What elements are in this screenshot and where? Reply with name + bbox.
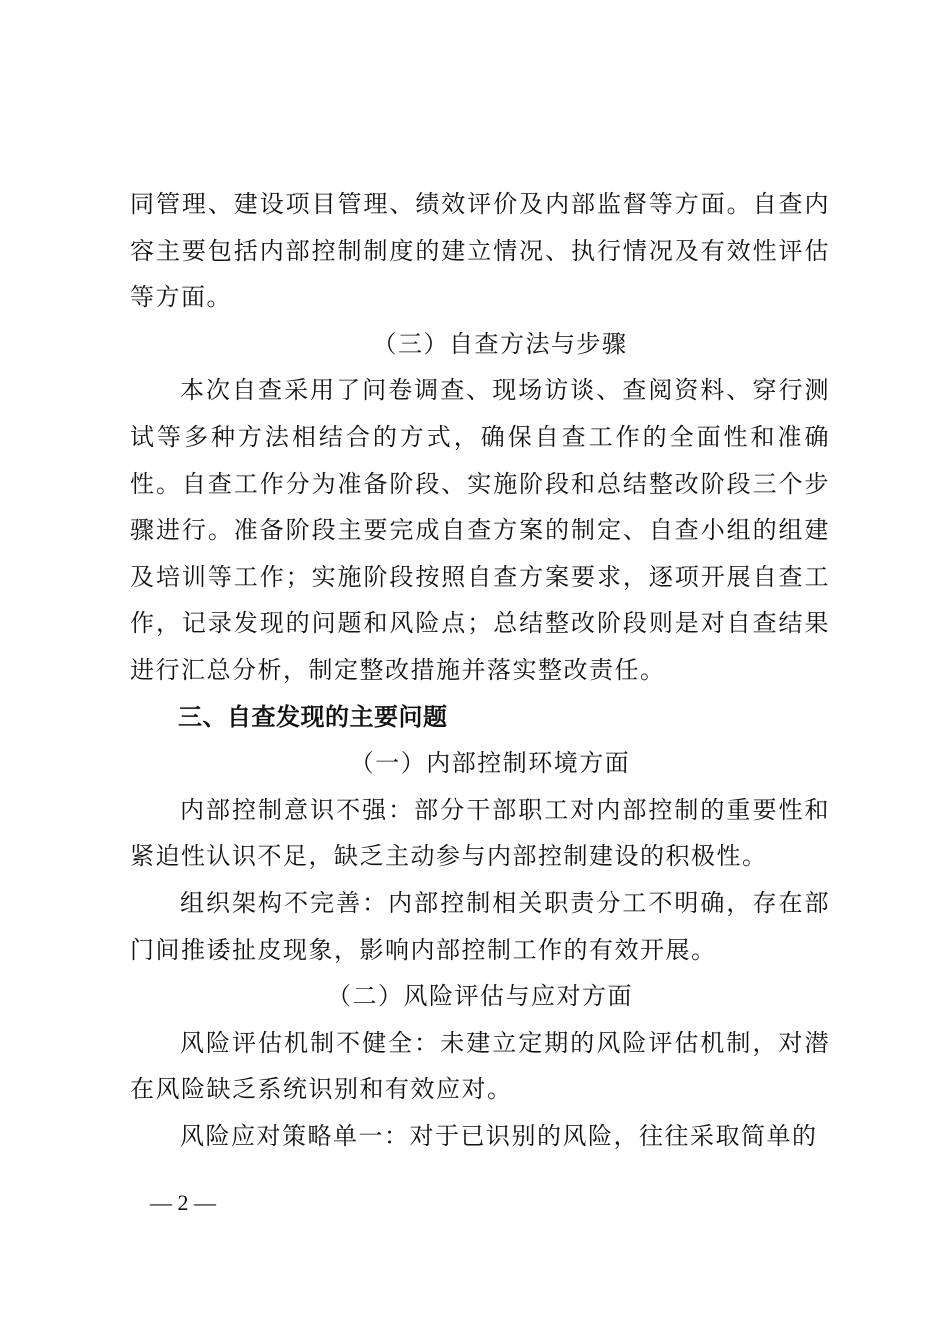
paragraph-risk-mechanism: 风险评估机制不健全：未建立定期的风险评估机制，对潜在风险缺乏系统识别和有效应对。 (130, 1028, 830, 1104)
paragraph-awareness: 内部控制意识不强：部分干部职工对内部控制的重要性和紧迫性认识不足，缺乏主动参与内部控制建设的积极性。 (130, 795, 830, 871)
paragraph-scope-continued: 同管理、建设项目管理、绩效评价及内部监督等方面。自查内容主要包括内部控制制度的建立情况、执行情况及有效性评估等方面。 (130, 190, 830, 312)
paragraph-method: 本次自查采用了问卷调查、现场访谈、查阅资料、穿行测试等多种方法相结合的方式，确保自查工作的全面性和准确性。自查工作分为准备阶段、实施阶段和总结整改阶段三个步骤进行。准备阶段主要完成自查方案的制定、自查小组的组建及培训等工作；实施阶段按照自查方案要求，逐项开展自查工作，记录发现的问题和风险点；总结整改阶段则是对自查结果进行汇总分析，制定整改措施并落实整改责任。 (130, 376, 830, 684)
subheading-control-environment: （一）内部控制环境方面 (349, 749, 631, 778)
section-heading-main-problems: 三、自查发现的主要问题 (178, 702, 448, 731)
subheading-risk-assessment: （二）风险评估与应对方面 (327, 982, 633, 1011)
paragraph-risk-strategy: 风险应对策略单一：对于已识别的风险，往往采取简单的 (180, 1121, 818, 1150)
document-body (130, 181, 830, 1159)
subheading-method-steps: （三）自查方法与步骤 (372, 329, 628, 358)
page-number: — 2 — (150, 1190, 216, 1215)
paragraph-organization: 组织架构不完善：内部控制相关职责分工不明确，存在部门间推诿扯皮现象，影响内部控制工作的有效开展。 (130, 888, 830, 964)
